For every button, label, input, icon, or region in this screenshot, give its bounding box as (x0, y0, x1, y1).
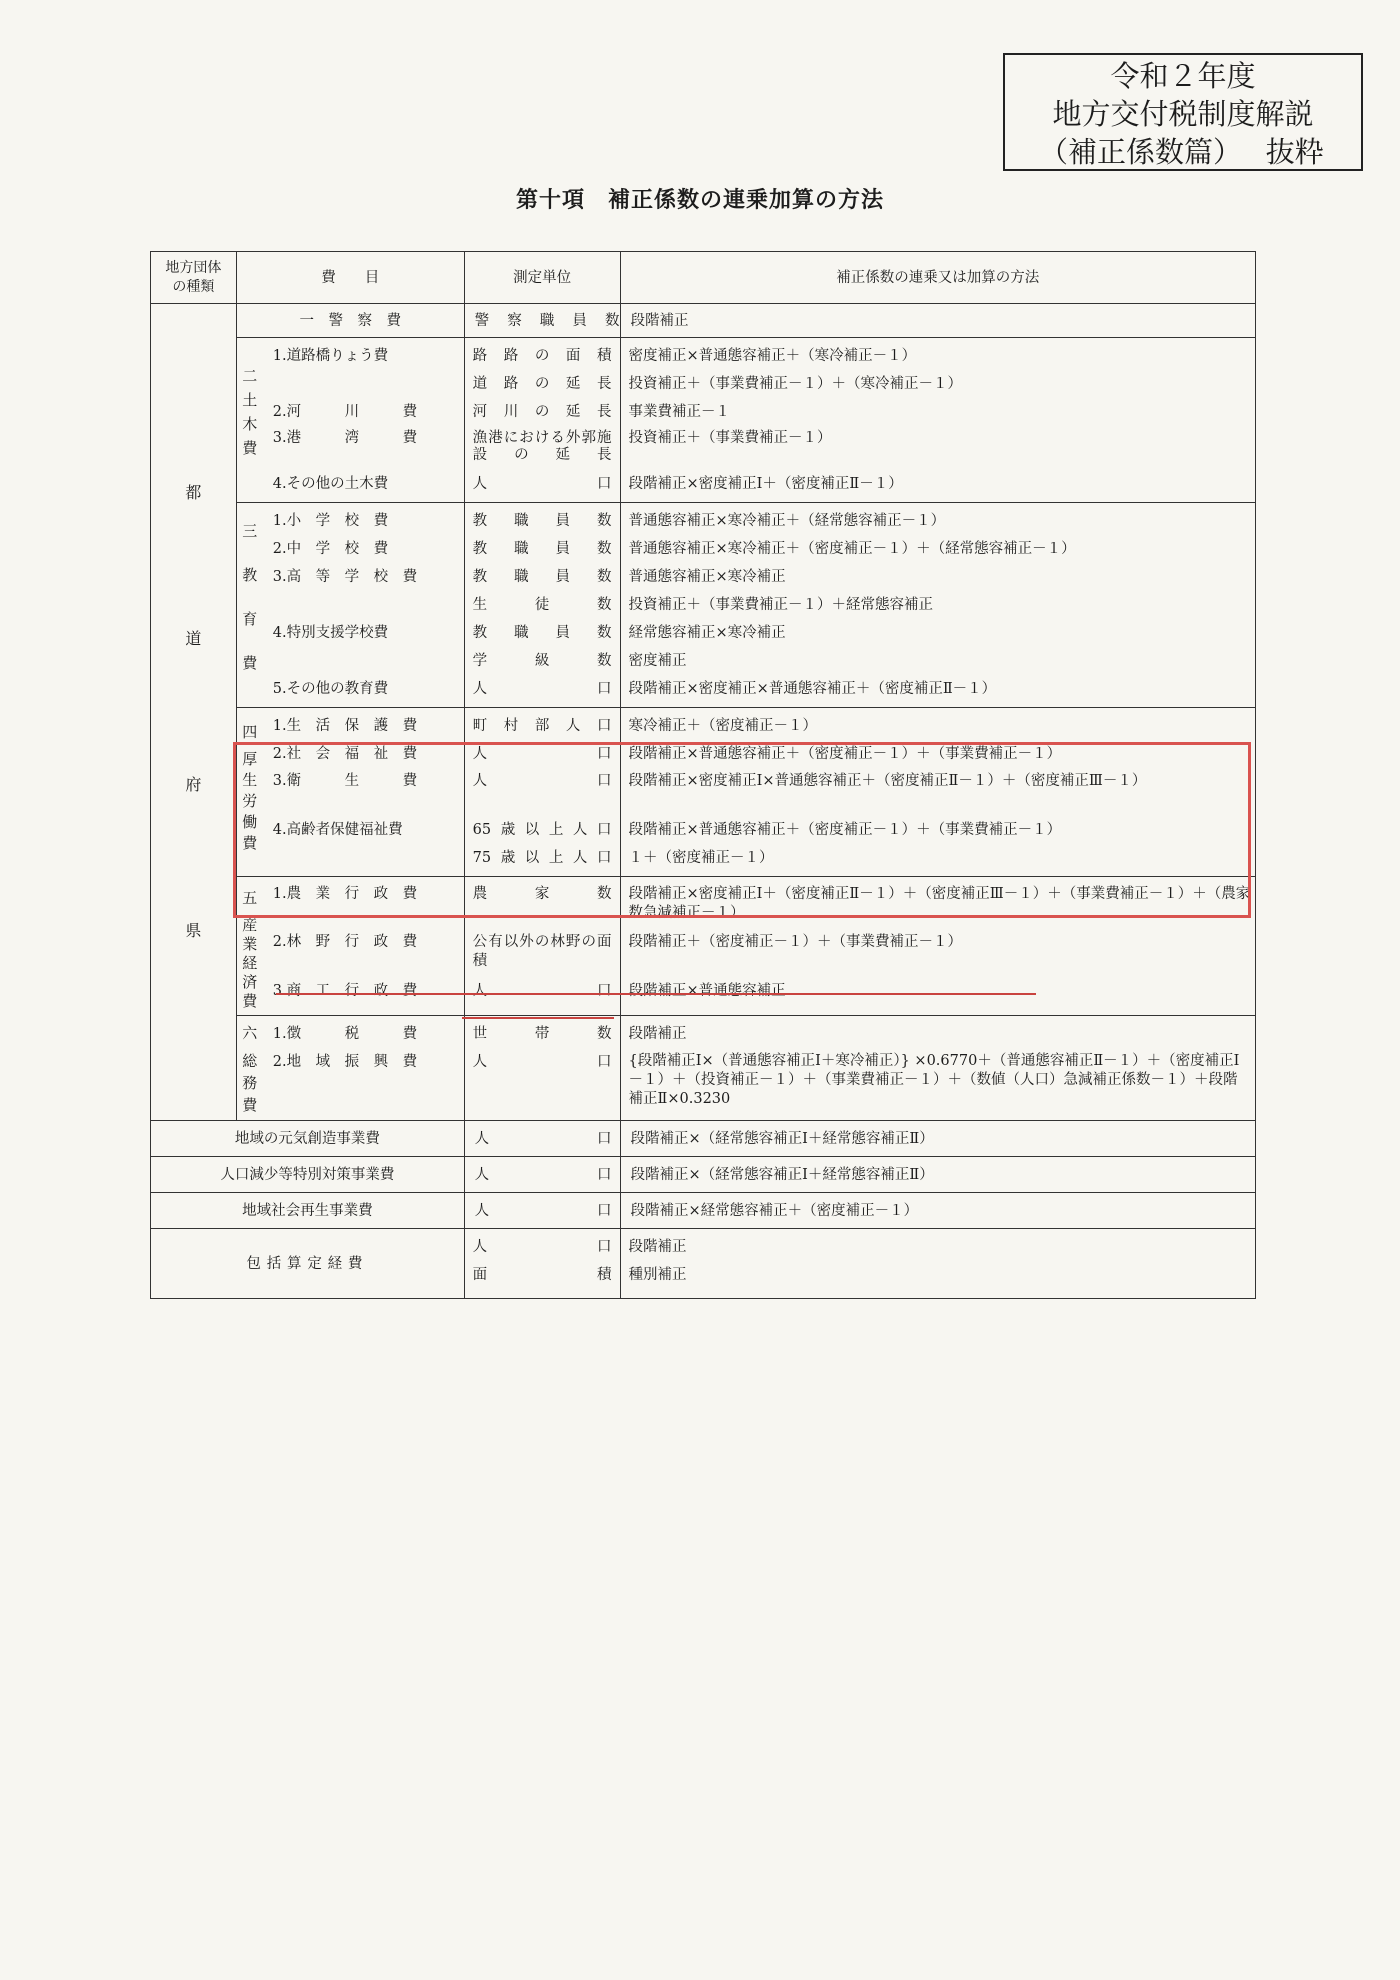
kyoiku-methods: 普通態容補正×寒冷補正＋（経常態容補正－１） 普通態容補正×寒冷補正＋（密度補正－１）＋（経常態容補正－１） 普通態容補正×寒冷補正 投資補正＋（事業費補正－１）＋経常態容補正 経常態容補正×寒冷補正 密度補正 段階補正×密度補正×普通態容補正＋（密度補正Ⅱ－１） (620, 503, 1255, 708)
table-row (151, 877, 1256, 1016)
saisei-item: 地域社会再生事業費 (151, 1193, 465, 1229)
header-method: 補正係数の連乗又は加算の方法 (620, 252, 1255, 304)
sangyo-methods: 段階補正×密度補正Ⅰ＋（密度補正Ⅱ－１）＋（密度補正Ⅲ－１）＋（事業費補正－１）＋（農家数急減補正－１） 段階補正＋（密度補正－１）＋（事業費補正－１） 段階補正×普通態容補正 (620, 877, 1255, 1016)
kyoiku-items: 三 教 育 費 1.小 学 校 費 2.中 学 校 費 3.高 等 学 校 費 4.特別支援学校費 5.その他の教育費 (236, 503, 464, 708)
sangyo-units: 農 家 数 公有以外の林野の面積 人 口 (464, 877, 620, 1016)
saisei-method: 段階補正×経常態容補正＋（密度補正－１） (620, 1193, 1255, 1229)
table-row (151, 1016, 1256, 1121)
doboku-items: 二 土 木 費 1.道路橋りょう費 2.河 川 費 3.港 湾 費 4.その他の土木費 (236, 338, 464, 503)
table-row (151, 1121, 1256, 1157)
genki-item: 地域の元気創造事業費 (151, 1121, 465, 1157)
jinko-item: 人口減少等特別対策事業費 (151, 1157, 465, 1193)
header-year: 令和２年度 (1110, 59, 1256, 93)
kosei-units: 町村部人口 人 口 人 口 65歳以上人口 75歳以上人口 (464, 708, 620, 877)
kosei-category: 四 厚 生 労 働 費 (242, 723, 258, 852)
page-title: 第十項 補正係数の連乗加算の方法 (515, 188, 884, 213)
somu-units: 世 帯 数 人 口 (464, 1016, 620, 1121)
doboku-units: 路路の面積 道路の延長 河川の延長 漁港における外郭施設の延長 人 口 (464, 338, 620, 503)
genki-method: 段階補正×（経常態容補正Ⅰ＋経常態容補正Ⅱ） (620, 1121, 1255, 1157)
sangyo-items: 五 産 業 経 済 費 1.農 業 行 政 費 2.林 野 行 政 費 3.商 工 行 政 費 (236, 877, 464, 1016)
hokatsu-methods: 段階補正 種別補正 (620, 1229, 1255, 1299)
table-row (151, 708, 1256, 877)
police-item: 一 警 察 費 (236, 304, 464, 338)
table-row (151, 1229, 1256, 1299)
header-kind: 地方団体 の種類 (151, 252, 237, 304)
table-row (151, 1157, 1256, 1193)
police-unit: 警察職員数 (464, 304, 620, 338)
kyoiku-units: 教職員数 教職員数 教職員数 生 徒 数 教職員数 学 級 数 人 口 (464, 503, 620, 708)
table-header-row (151, 252, 1256, 304)
kyoiku-category: 三 教 育 費 (242, 522, 258, 672)
doboku-methods: 密度補正×普通態容補正＋（寒冷補正－１） 投資補正＋（事業費補正－１）＋（寒冷補正－１） 事業費補正－１ 投資補正＋（事業費補正－１） 段階補正×密度補正Ⅰ＋（密度補正Ⅱ－１） (620, 338, 1255, 503)
hokatsu-item: 包括算定経費 (151, 1229, 465, 1299)
table-row (151, 503, 1256, 708)
somu-methods: 段階補正 {段階補正Ⅰ×（普通態容補正Ⅰ＋寒冷補正）} ×0.6770＋（普通態容補正Ⅱ－１）＋（密度補正Ⅰ－１）＋（投資補正－１）＋（事業費補正－１）＋（数値（人口）急減補正係数－１）＋段階補正Ⅱ×0.3230 (620, 1016, 1255, 1121)
sangyo-category: 五 産 業 経 済 費 (242, 889, 258, 1010)
table-row (151, 1193, 1256, 1229)
kosei-methods: 寒冷補正＋（密度補正－１） 段階補正×普通態容補正＋（密度補正－１）＋（事業費補正－１） 段階補正×密度補正Ⅰ×普通態容補正＋（密度補正Ⅱ－１）＋（密度補正Ⅲ－１） 段階補正×普通態容補正＋（密度補正－１）＋（事業費補正－１） １＋（密度補正－１） (620, 708, 1255, 877)
header-item: 費 目 (236, 252, 464, 304)
jinko-unit: 人 口 (464, 1157, 620, 1193)
header-subtitle: （補正係数篇） 抜粋 (1039, 135, 1324, 169)
genki-unit: 人 口 (464, 1121, 620, 1157)
header-book-title: 地方交付税制度解説 (1052, 97, 1314, 131)
table-row (151, 338, 1256, 503)
header-box (1003, 53, 1363, 171)
prefecture-cell: 都 道 府 県 (151, 304, 237, 1121)
hokatsu-units: 人 口 面 積 (464, 1229, 620, 1299)
doboku-category: 二 土 木 費 (242, 367, 258, 457)
kosei-items: 四 厚 生 労 働 費 1.生 活 保 護 費 2.社 会 福 祉 費 3.衛 生 費 4.高齢者保健福祉費 (236, 708, 464, 877)
police-method: 段階補正 (620, 304, 1255, 338)
saisei-unit: 人 口 (464, 1193, 620, 1229)
table-row (151, 304, 1256, 338)
somu-items: 六 総 務 費 1.徴 税 費 2.地 域 振 興 費 (236, 1016, 464, 1121)
somu-category: 六 総 務 費 (242, 1024, 258, 1114)
header-unit: 測定単位 (464, 252, 620, 304)
jinko-method: 段階補正×（経常態容補正Ⅰ＋経常態容補正Ⅱ） (620, 1157, 1255, 1193)
coefficient-table (150, 251, 1256, 1299)
